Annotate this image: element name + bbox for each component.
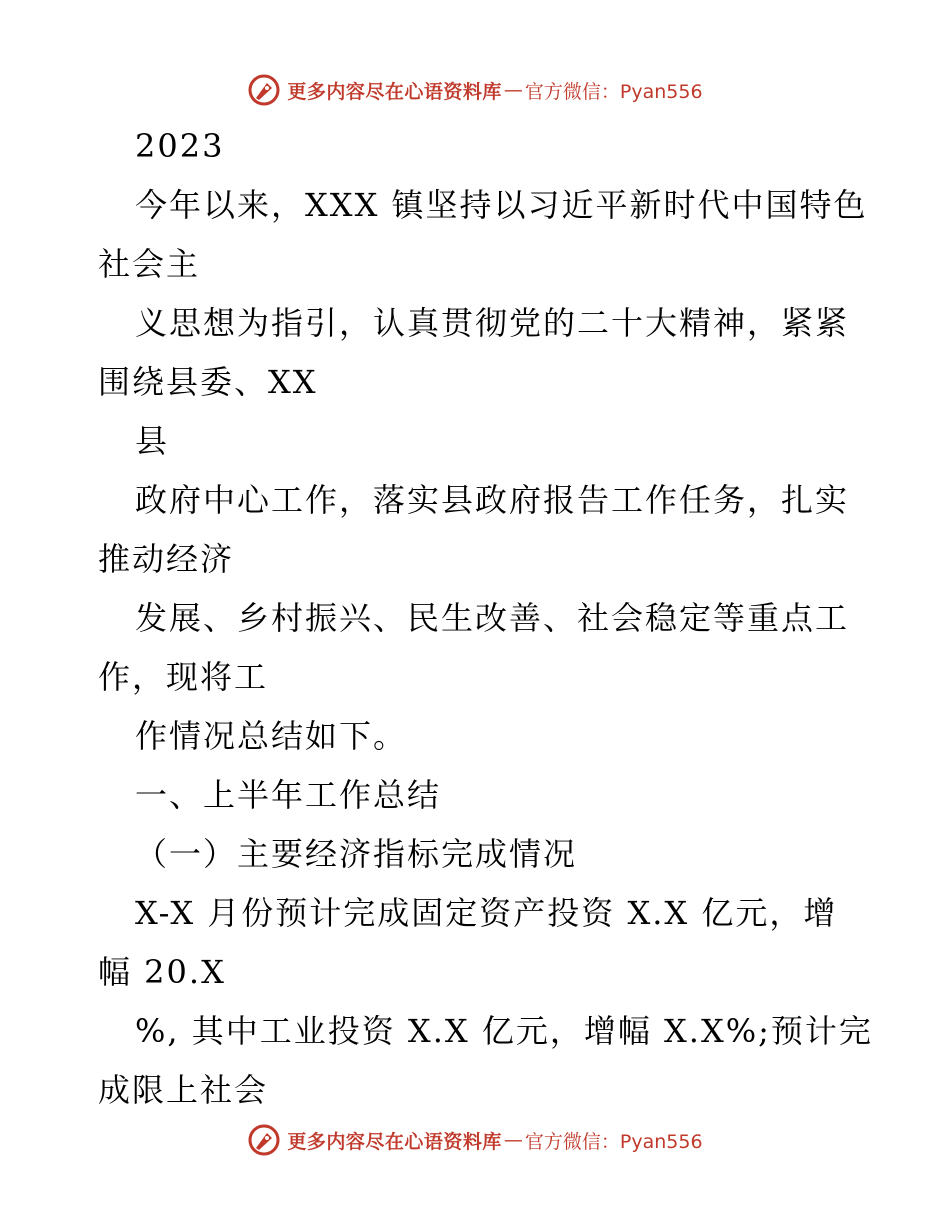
- text-line: 社会主: [98, 245, 201, 283]
- header-banner: [0, 70, 950, 110]
- text-line: 政府中心工作，落实县政府报告工作任务，扎实: [135, 481, 850, 519]
- pen-nib-logo-icon: [247, 73, 281, 107]
- text-line: 围绕县委、XX: [98, 363, 318, 401]
- text-line: 幅 20.X: [98, 953, 226, 991]
- text-line: %, 其中工业投资 X.X 亿元，增幅 X.X%;预计完: [135, 1012, 873, 1050]
- section-heading: 一、上半年工作总结: [135, 776, 442, 814]
- text-line: 作情况总结如下。: [135, 717, 408, 755]
- text-line: X-X 月份预计完成固定资产投资 X.X 亿元，增: [135, 894, 838, 932]
- banner-separator: —: [503, 1129, 523, 1151]
- footer-banner: [0, 1120, 950, 1160]
- text-line: 作，现将工: [98, 658, 269, 696]
- text-line: 成限上社会: [98, 1071, 269, 1109]
- text-line: 2023: [135, 127, 225, 165]
- banner-wechat: 官方微信：Pyan556: [524, 80, 703, 103]
- text-line: 推动经济: [98, 540, 235, 578]
- text-line: 今年以来，XXX 镇坚持以习近平新时代中国特色: [135, 186, 868, 224]
- banner-text: 更多内容尽在心语资料库: [287, 1130, 502, 1153]
- banner-separator: —: [503, 79, 523, 101]
- banner-wechat: 官方微信：Pyan556: [524, 1130, 703, 1153]
- text-line: 义思想为指引，认真贯彻党的二十大精神，紧紧: [135, 304, 850, 342]
- banner-text: 更多内容尽在心语资料库: [287, 80, 502, 103]
- subsection-heading: （一）主要经济指标完成情况: [135, 835, 578, 873]
- text-line: 发展、乡村振兴、民生改善、社会稳定等重点工: [135, 599, 850, 637]
- pen-nib-logo-icon: [247, 1123, 281, 1157]
- text-line: 县: [135, 422, 170, 460]
